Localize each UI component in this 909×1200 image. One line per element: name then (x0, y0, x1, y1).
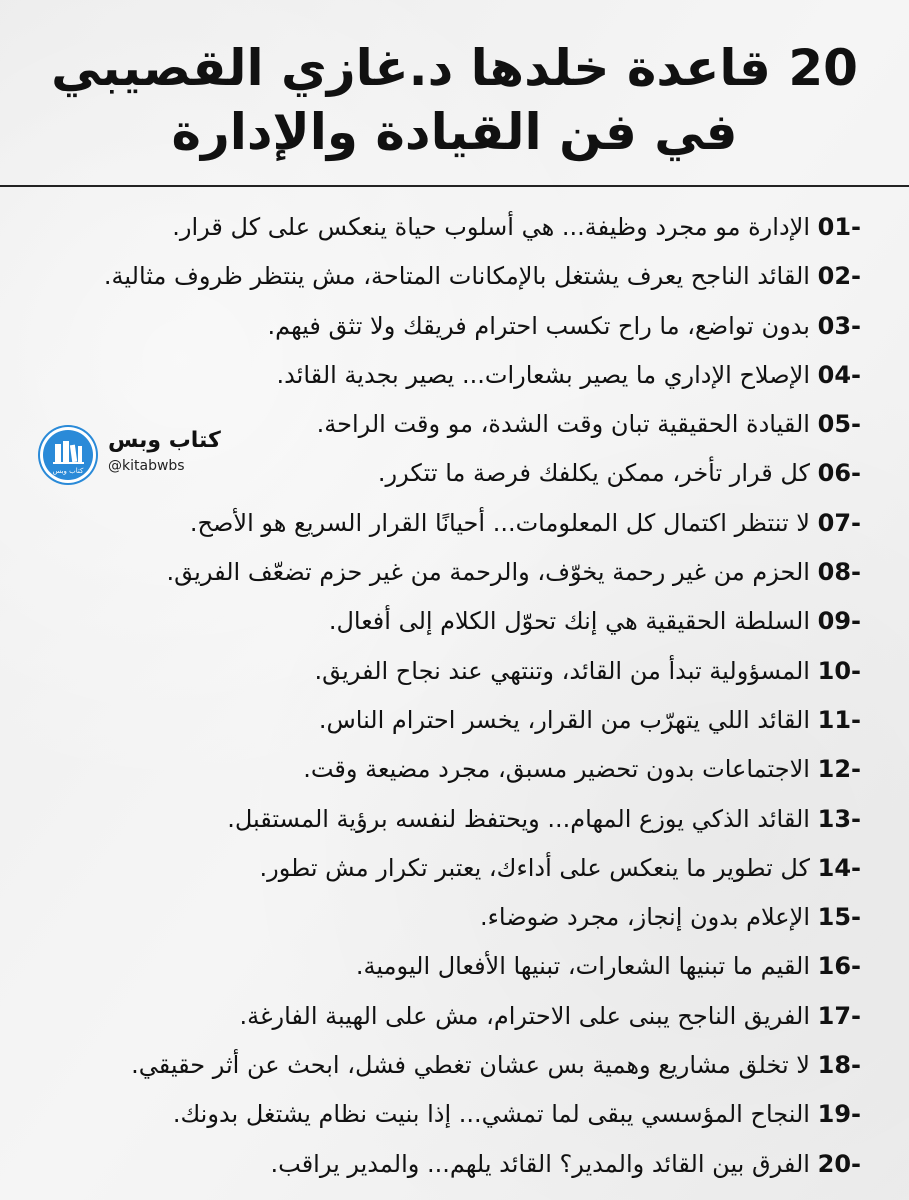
rule-text: الفرق بين القائد والمدير؟ القائد يلهم... والمدير يراقب. (270, 1149, 810, 1178)
rule-text: الإدارة مو مجرد وظيفة... هي أسلوب حياة ينعكس على كل قرار. (172, 213, 810, 241)
rule-text: القائد الناجح يعرف يشتغل بالإمكانات المتاحة، مش ينتظر ظروف مثالية. (103, 262, 810, 291)
rule-number: 10- (817, 656, 861, 685)
rule-text: القائد اللي يتهرّب من القرار، يخسر احترام الناس. (318, 705, 810, 734)
rule-text: بدون تواضع، ما راح تكسب احترام فريقك ولا تثق فيهم. (267, 311, 810, 340)
rule-text: لا تنتظر اكتمال كل المعلومات... أحيانًا القرار السريع هو الأصح. (189, 508, 810, 537)
page-title-line-1: 20 قاعدة خلدها د.غازي القصيبي (51, 39, 858, 97)
rule-number: 04- (817, 360, 861, 389)
rule-item (40, 844, 861, 893)
rule-text: السلطة الحقيقية هي إنك تحوّل الكلام إلى أفعال. (328, 607, 810, 636)
rule-item (40, 992, 861, 1041)
rule-item (40, 203, 861, 252)
rule-number: 11- (817, 705, 861, 734)
rule-text: القيادة الحقيقية تبان وقت الشدة، مو وقت الراحة. (316, 410, 810, 439)
rule-item (40, 548, 861, 597)
brand-name: كتاب وبس (108, 428, 221, 453)
books-icon (40, 427, 96, 483)
rule-number: 08- (817, 558, 861, 587)
rule-text: كل قرار تأخر، ممكن يكلفك فرصة ما تتكرر. (377, 459, 810, 488)
rule-number: 13- (817, 804, 861, 833)
rule-number: 07- (817, 508, 861, 537)
rule-text: القائد الذكي يوزع المهام... ويحتفظ لنفسه برؤية المستقبل. (227, 804, 810, 833)
rule-text: كل تطوير ما ينعكس على أداءك، يعتبر تكرار مش تطور. (259, 853, 810, 882)
rule-number: 18- (817, 1051, 861, 1080)
rule-number: 03- (817, 311, 861, 340)
rule-text: الفريق الناجح يبنى على الاحترام، مش على الهيبة الفارغة. (239, 1001, 810, 1030)
rule-item (40, 647, 861, 696)
rule-item (40, 351, 861, 400)
rule-text: لا تخلق مشاريع وهمية بس عشان تغطي فشل، ابحث عن أثر حقيقي. (131, 1051, 810, 1080)
rule-number: 20- (817, 1149, 861, 1178)
rule-item (40, 893, 861, 942)
rule-item (40, 499, 861, 548)
svg-text:كتاب وبس: كتاب وبس (52, 467, 84, 475)
brand-logo (40, 427, 96, 483)
rule-item (40, 1090, 861, 1139)
rule-number: 14- (817, 853, 861, 882)
rule-item (40, 1041, 861, 1090)
rule-number: 05- (817, 410, 861, 439)
rule-number: 09- (817, 607, 861, 636)
rule-item (40, 1140, 861, 1189)
brand-watermark (40, 427, 250, 485)
rule-item (40, 252, 861, 301)
rule-number: 12- (817, 755, 861, 784)
rule-text: الإعلام بدون إنجاز، مجرد ضوضاء. (479, 903, 810, 932)
rule-text: المسؤولية تبدأ من القائد، وتنتهي عند نجاح الفريق. (314, 656, 810, 685)
rule-text: الحزم من غير رحمة يخوّف، والرحمة من غير حزم تضعّف الفريق. (166, 558, 810, 587)
rule-text: الإصلاح الإداري ما يصير بشعارات... يصير بجدية القائد. (276, 360, 810, 389)
rule-number: 16- (817, 952, 861, 981)
rule-text: القيم ما تبنيها الشعارات، تبنيها الأفعال اليومية. (355, 952, 810, 981)
brand-handle: @kitabwbs (108, 458, 185, 474)
rule-number: 02- (817, 262, 861, 291)
rule-number: 17- (817, 1001, 861, 1030)
page-title-line-2: في فن القيادة والإدارة (171, 103, 738, 161)
rule-number: 19- (817, 1100, 861, 1129)
rule-text: الاجتماعات بدون تحضير مسبق، مجرد مضيعة وقت. (303, 755, 810, 784)
rule-number: 15- (817, 903, 861, 932)
title-divider (0, 185, 909, 187)
header (0, 0, 909, 185)
rules-list (40, 203, 861, 1189)
rule-item (40, 302, 861, 351)
rule-item (40, 597, 861, 646)
rule-number: 06- (817, 459, 861, 488)
rule-item (40, 696, 861, 745)
rule-item (40, 795, 861, 844)
rule-item (40, 942, 861, 991)
rule-number: 01- (817, 213, 861, 241)
rule-item (40, 745, 861, 794)
rule-text: النجاح المؤسسي يبقى لما تمشي... إذا بنيت نظام يشتغل بدونك. (172, 1100, 810, 1129)
